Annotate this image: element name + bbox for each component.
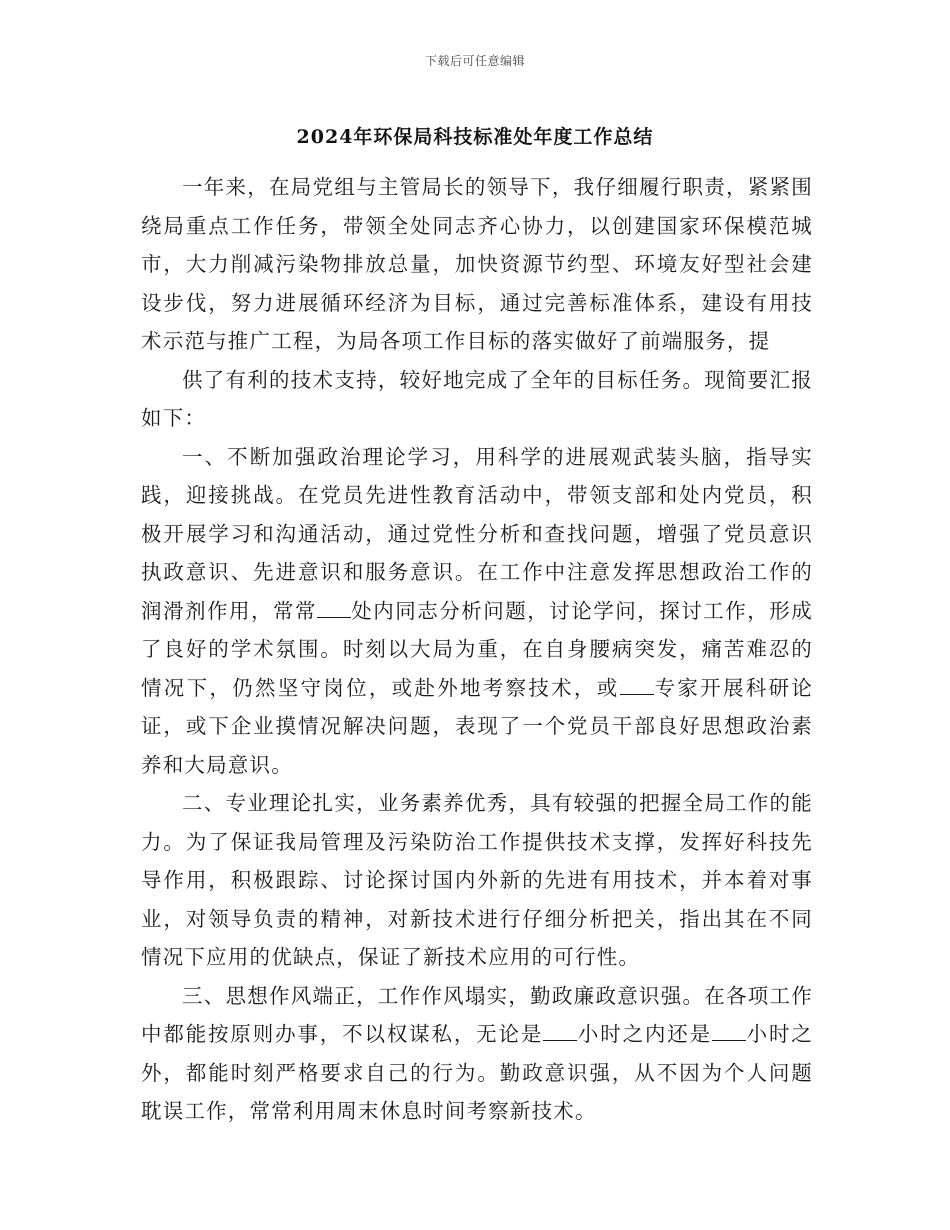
section-1-text-b: 处内同志分析问题，讨论学问，探讨工作，形成了良好的学术氛围。时刻以大局为重，在自身腰病突发，痛苦难忍的情况下，仍然坚守岗位，或赴外地考察技术，或	[141, 598, 813, 700]
paragraph-section-3	[141, 977, 813, 1131]
fill-in-blank	[543, 1022, 577, 1041]
section-3-text-c: 小时之外，都能时刻严格要求自己的行为。勤政意识强，从不因为个人问题耽误工作，常常利用周末休息时间考察新技术。	[141, 1022, 814, 1123]
header-note: 下载后可任意编辑	[424, 54, 525, 68]
paragraph-section-1	[141, 438, 813, 785]
paragraph-section-2: 二、专业理论扎实，业务素养优秀，具有较强的把握全局工作的能力。为了保证我局管理及污染防治工作提供技术支撑，发挥好科技先导作用，积极跟踪、讨论探讨国内外新的先进有用技术，并本着对事业，对领导负责的精神，对新技术进行仔细分析把关，指出其在不同情况下应用的优缺点，保证了新技术应用的可行性。	[141, 791, 813, 969]
paragraph-intro-1: 一年来，在局党组与主管局长的领导下，我仔细履行职责，紧紧围绕局重点工作任务，带领全处同志齐心协力，以创建国家环保模范城市，大力削减污染物排放总量，加快资源节约型、环境友好型社会建设步伐，努力进展循环经济为目标，通过完善标准体系，建设有用技术示范与推广工程，为局各项工作目标的落实做好了前端服务，提	[141, 175, 813, 353]
fill-in-blank	[317, 599, 351, 618]
document-title: 2024年环保局科技标准处年度工作总结	[296, 126, 654, 148]
fill-in-blank	[620, 676, 654, 695]
section-1-text-a: 一、不断加强政治理论学习，用科学的进展观武装头脑，指导实践，迎接挑战。在党员先进性教育活动中，带领支部和处内党员，积极开展学习和沟通活动，通过党性分析和查找问题，增强了党员意识执政意识、先进意识和服务意识。在工作中注意发挥思想政治工作的润滑剂作用，常常	[141, 444, 813, 623]
document-body	[141, 168, 813, 1131]
section-1-text-c: 专家开展科研论证，或下企业摸情况解决问题，表现了一个党员干部良好思想政治素养和大局意识。	[141, 675, 813, 777]
section-3-text-b: 小时之内还是	[577, 1022, 712, 1046]
paragraph-intro-2: 供了有利的技术支持，较好地完成了全年的目标任务。现简要汇报如下：	[141, 367, 813, 430]
section-3-text-a: 三、思想作风端正，工作作风塌实，勤政廉政意识强。在各项工作中都能按原则办事，不以权谋私，无论是	[141, 983, 813, 1046]
fill-in-blank	[712, 1022, 746, 1041]
